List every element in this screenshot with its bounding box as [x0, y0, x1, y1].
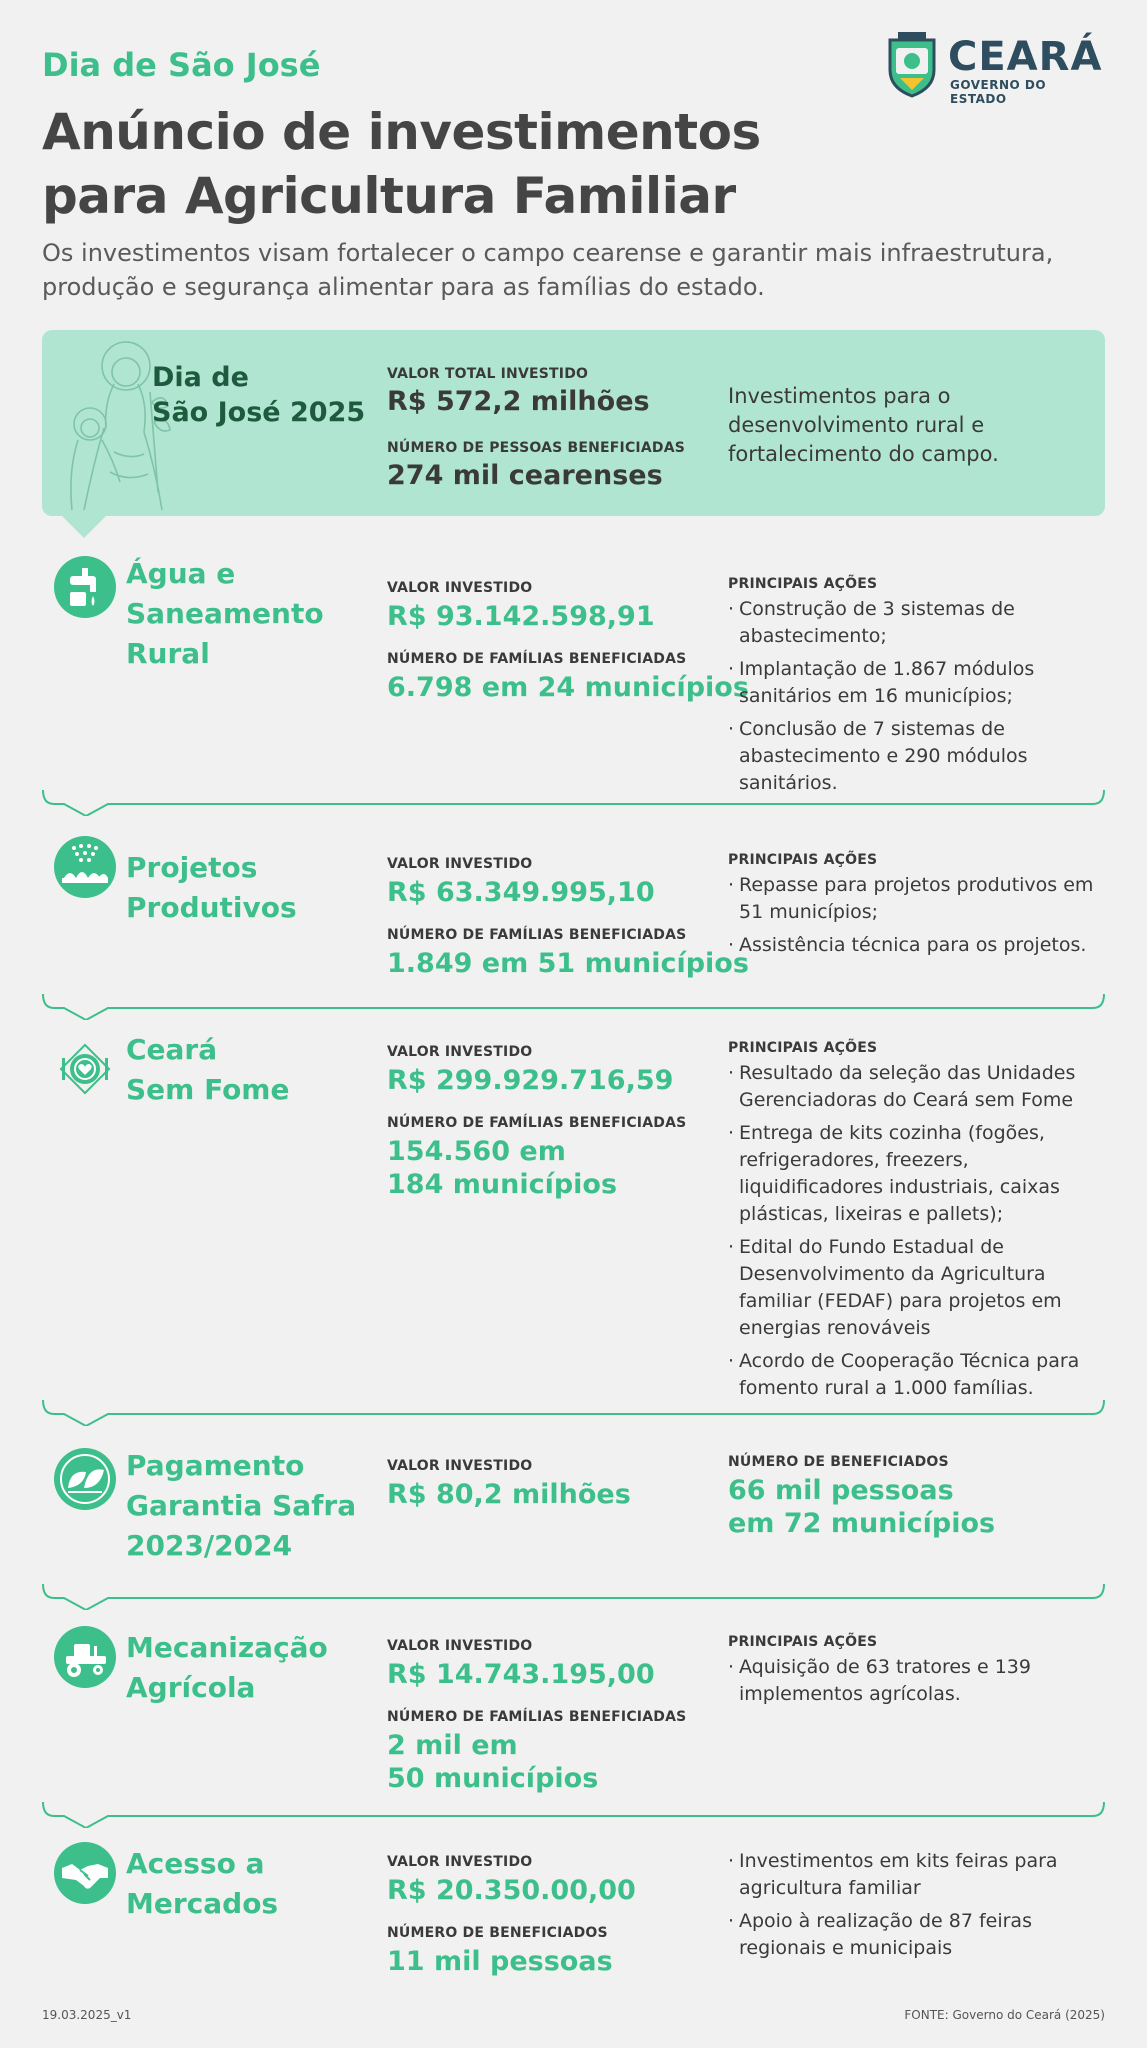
actions-list	[728, 596, 1108, 797]
page-title-line-1: Anúncio de investimentos	[42, 103, 761, 161]
section-title-line: Agrícola	[126, 1671, 256, 1704]
section-title-line: 2023/2024	[126, 1529, 293, 1562]
section-title-line: Projetos	[126, 851, 258, 884]
investment-column	[387, 580, 749, 722]
actions-list	[728, 872, 1108, 959]
beneficiaries-value: 11 mil pessoas	[387, 1946, 613, 1977]
beneficiaries-label: NÚMERO DE FAMÍLIAS BENEFICIADAS	[387, 1709, 687, 1725]
section-divider	[42, 790, 1105, 816]
actions-column	[728, 852, 1108, 965]
actions-list	[728, 1848, 1108, 1962]
actions-column	[728, 1040, 1108, 1408]
section-title	[126, 554, 324, 674]
section-title	[126, 1628, 328, 1708]
version-label: 19.03.2025_v1	[42, 2008, 132, 2022]
ceara-shield-icon	[886, 30, 938, 98]
tractor-icon	[54, 1626, 116, 1688]
beneficiaries-value-line-2: 50 municípios	[387, 1763, 599, 1794]
beneficiaries-value-line-2: 184 municípios	[387, 1169, 618, 1200]
summary-card	[42, 330, 1105, 516]
actions-list	[728, 1654, 1108, 1708]
actions-label: PRINCIPAIS AÇÕES	[728, 852, 878, 868]
summary-card-notch	[62, 516, 106, 538]
section-title-line: Saneamento	[126, 597, 324, 630]
action-item: · Construção de 3 sistemas de abastecimento;	[728, 596, 1108, 650]
invested-value: R$ 20.350.00,00	[387, 1875, 636, 1906]
actions-label: PRINCIPAIS AÇÕES	[728, 1634, 878, 1650]
invested-label: VALOR INVESTIDO	[387, 1458, 533, 1474]
invested-label: VALOR INVESTIDO	[387, 856, 533, 872]
beneficiaries-label: NÚMERO DE FAMÍLIAS BENEFICIADAS	[387, 651, 687, 667]
total-invested-value: R$ 572,2 milhões	[387, 386, 650, 417]
actions-column	[728, 1634, 1108, 1714]
handshake-icon	[54, 1842, 116, 1904]
water-tap-icon	[54, 556, 116, 618]
summary-title	[152, 360, 365, 430]
page-title	[42, 100, 761, 228]
actions-column	[728, 1848, 1108, 1968]
section-title-line: Mercados	[126, 1887, 279, 1920]
logo-subtitle: GOVERNO DO ESTADO	[950, 78, 1047, 106]
source-label: FONTE: Governo do Ceará (2025)	[904, 2008, 1105, 2022]
section-title-line: Sem Fome	[126, 1073, 290, 1106]
total-invested-label: VALOR TOTAL INVESTIDO	[387, 366, 589, 382]
beneficiaries-value: 1.849 em 51 municípios	[387, 948, 749, 979]
section-title-line: Rural	[126, 637, 210, 670]
action-item: · Resultado da seleção das Unidades Gerenciadoras do Ceará sem Fome	[728, 1060, 1108, 1114]
people-benefited-label: NÚMERO DE PESSOAS BENEFICIADAS	[387, 440, 686, 456]
section-title-line: Mecanização	[126, 1631, 328, 1664]
action-item: · Assistência técnica para os projetos.	[728, 932, 1108, 959]
section-title	[126, 1446, 356, 1566]
beneficiaries-value-line-1: 2 mil em	[387, 1730, 518, 1761]
summary-description: Investimentos para o desenvolvimento rural e fortalecimento do campo.	[728, 384, 999, 466]
action-item: · Edital do Fundo Estadual de Desenvolvimento da Agricultura familiar (FEDAF) para projetos em energias renováveis	[728, 1234, 1108, 1342]
action-item: · Aquisição de 63 tratores e 139 implementos agrícolas.	[728, 1654, 1108, 1708]
beneficiaries-label: NÚMERO DE BENEFICIADOS	[387, 1925, 608, 1941]
section-divider	[42, 1802, 1105, 1828]
section-title-line: Acesso a	[126, 1847, 265, 1880]
beneficiaries-column	[728, 1454, 1108, 1540]
action-item: · Acordo de Cooperação Técnica para fomento rural a 1.000 famílias.	[728, 1348, 1108, 1402]
action-item: · Apoio à realização de 87 feiras regionais e municipais	[728, 1908, 1108, 1962]
investment-column	[387, 1854, 727, 1996]
section-title-line: Produtivos	[126, 891, 297, 924]
actions-label: PRINCIPAIS AÇÕES	[728, 576, 878, 592]
beneficiaries-label: NÚMERO DE BENEFICIADOS	[728, 1454, 949, 1470]
actions-column	[728, 576, 1108, 803]
section-divider	[42, 1400, 1105, 1426]
section-title-line: Pagamento	[126, 1449, 305, 1482]
section-title-line: Água e	[126, 557, 236, 590]
section-title	[126, 1030, 289, 1110]
section-title-line: Garantia Safra	[126, 1489, 357, 1522]
investment-column	[387, 1044, 727, 1219]
action-item: · Implantação de 1.867 módulos sanitários em 16 municípios;	[728, 656, 1108, 710]
invested-label: VALOR INVESTIDO	[387, 1854, 533, 1870]
summary-title-line-2: São José 2025	[152, 397, 366, 428]
beneficiaries-value: 6.798 em 24 municípios	[387, 672, 749, 703]
invested-label: VALOR INVESTIDO	[387, 580, 533, 596]
section-title-line: Ceará	[126, 1033, 218, 1066]
beneficiaries-value-line-1: 66 mil pessoas	[728, 1475, 954, 1506]
leaf-icon	[54, 1448, 116, 1510]
invested-value: R$ 299.929.716,59	[387, 1065, 674, 1096]
beneficiaries-label: NÚMERO DE FAMÍLIAS BENEFICIADAS	[387, 1115, 687, 1131]
action-item: · Entrega de kits cozinha (fogões, refrigeradores, freezers, liquidificadores industriais, caixas plásticas, lixeiras e pallets);	[728, 1120, 1108, 1228]
section-divider	[42, 994, 1105, 1020]
section-divider	[42, 1584, 1105, 1610]
invested-value: R$ 63.349.995,10	[387, 877, 655, 908]
actions-list	[728, 1060, 1108, 1402]
investment-column	[387, 1638, 727, 1813]
page-title-line-2: para Agricultura Familiar	[42, 167, 736, 225]
ceara-logo	[886, 30, 1106, 106]
people-benefited-value: 274 mil cearenses	[387, 460, 663, 491]
page-subtitle: Os investimentos visam fortalecer o campo cearense e garantir mais infraestrutura, produção e segurança alimentar para as famílias do estado.	[42, 239, 1054, 301]
invested-label: VALOR INVESTIDO	[387, 1044, 533, 1060]
investment-column	[387, 1458, 727, 1529]
action-item: · Conclusão de 7 sistemas de abastecimento e 290 módulos sanitários.	[728, 716, 1108, 797]
summary-title-line-1: Dia de	[152, 362, 249, 393]
invested-value: R$ 80,2 milhões	[387, 1479, 631, 1510]
section-title	[126, 848, 297, 928]
beneficiaries-value-line-2: em 72 municípios	[728, 1508, 996, 1539]
invested-value: R$ 93.142.598,91	[387, 601, 655, 632]
invested-label: VALOR INVESTIDO	[387, 1638, 533, 1654]
section-title	[126, 1844, 278, 1924]
action-item: · Repasse para projetos produtivos em 51 municípios;	[728, 872, 1108, 926]
invested-value: R$ 14.743.195,00	[387, 1659, 655, 1690]
actions-label: PRINCIPAIS AÇÕES	[728, 1040, 878, 1056]
plate-heart-icon	[54, 1038, 116, 1100]
action-item: · Investimentos em kits feiras para agricultura familiar	[728, 1848, 1108, 1902]
investment-column	[387, 856, 749, 998]
kicker-title: Dia de São José	[42, 46, 321, 84]
logo-name: CEARÁ	[948, 34, 1103, 80]
irrigation-icon	[54, 836, 116, 898]
beneficiaries-value-line-1: 154.560 em	[387, 1136, 566, 1167]
beneficiaries-label: NÚMERO DE FAMÍLIAS BENEFICIADAS	[387, 927, 687, 943]
